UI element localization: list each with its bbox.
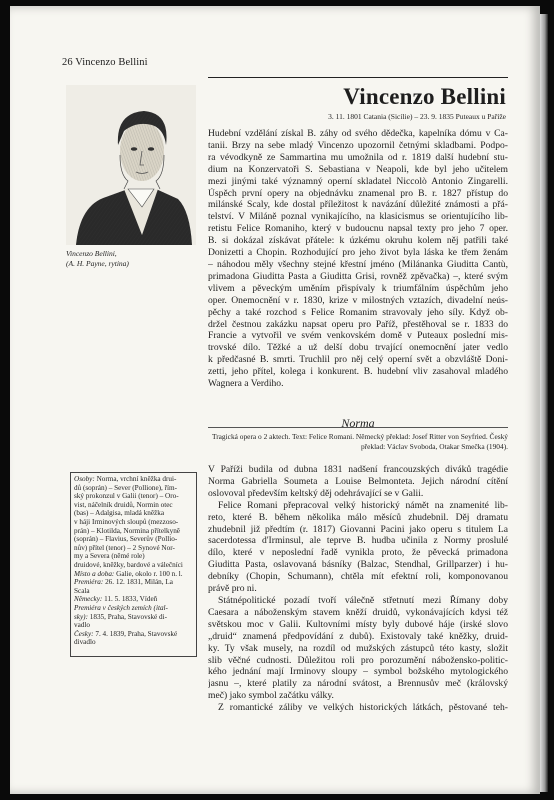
bio-line: primadona Giuditta Pasta a Giuditta Grisi, rovněž zpěvačka) –, které svým	[208, 270, 508, 282]
bio-line: trovské dílo. Těžké a už delší dobu trvající onemocnění jater vedlo	[208, 342, 508, 354]
text-line: reto, které B. během několika málo měsíců zhudebnil. Děj dramatu	[208, 511, 508, 523]
text-line: sacerdotessa d'Irminsul, ale teprve B. hudba učinila z Normy proslulé	[208, 535, 508, 547]
running-head: 26 Vincenzo Bellini	[62, 57, 148, 68]
cast-info-line	[74, 509, 193, 518]
cast-info-value: nův) přítel (tenor) – 2 Synové Nor-	[74, 543, 175, 552]
cast-info-label: Místo a doba:	[74, 569, 115, 578]
bio-line: tanii. Brzy na sebe mladý Vincenzo upozornil četnými skladbami. Podpo-	[208, 139, 508, 151]
text-line: Caesara a náboženským stavem kněží druidů, vykonávajících kdysi též	[208, 606, 508, 618]
cast-info-line	[74, 604, 193, 613]
cast-info-value: vist, náčelník druidů, Normin otec	[74, 500, 173, 509]
cast-info-line	[74, 501, 193, 510]
text-line: meč) jako symbol začátku války.	[208, 690, 334, 702]
cast-info-label: Osoby:	[74, 475, 95, 483]
cast-info-label: sky):	[74, 612, 88, 621]
cast-info-label: Premiéra:	[74, 578, 104, 587]
cast-info-value: (bas) – Adalgisa, mladá kněžka	[74, 509, 165, 518]
cast-info-line	[74, 552, 193, 561]
bio-line: držel čestnou zakázku napsat operu pro Paříž, přestěhoval se r. 1833 do	[208, 318, 508, 330]
cast-info-value: vadlo	[74, 621, 90, 630]
cast-info-value: prán) – Klotilda, Normina přítelkyně	[74, 526, 180, 535]
opera-credits	[208, 432, 508, 451]
cast-info-line	[74, 578, 193, 587]
bio-line: oper. Onemocnění v r. 1830, krize v milostných vztazích, divadelní neús-	[208, 294, 508, 306]
cast-info-line	[74, 630, 193, 639]
cast-info-value: Norma, vrchní kněžka drui-	[94, 475, 177, 483]
text-line: kého jednání mají Irminovy sloupy – symbol božského mytologického	[208, 666, 508, 678]
credits-line: Tragická opera o 2 aktech. Text: Felice Romani. Německý překlad: Josef Ritter von Seyfried. Český	[211, 432, 508, 441]
page-title: Vincenzo Bellini	[343, 84, 506, 109]
credits-line: překlad: Václav Svoboda, Otakar Smečka (1904).	[360, 441, 508, 451]
cast-info-line	[74, 544, 193, 553]
bio-line: Hudební vzdělání získal B. záhy od svého dědečka, kapelníka dómu v Ca-	[208, 128, 508, 139]
cast-info-value: dů (soprán) – Sever (Pollione), řím-	[74, 483, 177, 492]
bio-line: Wagnera a Verdiho.	[208, 378, 284, 390]
text-line: debníky (Chopin, Schumann), chtěla mít efektní roli, komponovanou	[208, 571, 508, 583]
cast-info-value: druidové, kněžky, bardové a válečníci	[74, 560, 183, 569]
section-title: Norma	[341, 416, 375, 430]
page-edge	[540, 14, 548, 792]
cast-info-line	[74, 570, 193, 579]
bio-line: k předčasné B. smrti. Truchlil pro něj celý operní svět a obzvláště Doni-	[208, 354, 508, 366]
bio-line: zetti, jeho přítel, kolega i konkurent. B. hudební vliv zasahoval mladého	[208, 366, 508, 378]
cast-info-line	[74, 527, 193, 536]
cast-info-line	[74, 587, 193, 596]
bio-line: Donizetti a Chopin. Rozhodující pro jeho život byla láska ke třem ženám	[208, 247, 508, 259]
cast-info-value: 11. 5. 1833, Vídeň	[102, 595, 158, 604]
cast-info-line	[74, 492, 193, 501]
cast-info-value: 1835, Praha, Stavovské di-	[87, 612, 168, 621]
header-rule	[208, 77, 508, 78]
bio-line: Francie a vytvořil ve svém venkovském domě v Puteaux poslední mis-	[208, 330, 508, 342]
cast-info-value: ský prokonzul v Galii (tenor) – Oro-	[74, 492, 179, 501]
cast-info-line	[74, 595, 193, 604]
life-dates: 3. 11. 1801 Catania (Sicílie) – 23. 9. 1835 Puteaux u Paříže	[328, 112, 506, 121]
text-line: „druid“ znamená předpovídání z dubů). Existovaly také kněžky, druid-	[208, 630, 508, 642]
bio-line: – náhodou měly všechny stejné křestní jméno (Milánanka Giuditta Cantù,	[208, 258, 508, 270]
text-line: Norma Gabriella Soumeta a Louise Belmonteta. Jejich národní cítění	[208, 475, 508, 487]
bio-line: telství. V Miláně poznal vynikajícího, na klasicismus se orientujícího lib-	[208, 211, 508, 223]
cast-info-value: (soprán) – Flavius, Severův (Pollio-	[74, 535, 178, 544]
cast-info-line	[74, 475, 193, 484]
section-rule	[208, 427, 508, 428]
caption-line: (A. H. Payne, rytina)	[66, 258, 129, 268]
cast-info-label: Německy:	[74, 595, 103, 604]
bio-line: dium na Konzervatoři S. Sebastiana v Neapoli, kde byl jeho učitelem	[208, 163, 508, 175]
text-line: dílo, které v neposlední řadě vynikla proto, že pěvecká primadona	[208, 547, 508, 559]
portrait-image	[66, 85, 196, 245]
cast-info-label: Česky:	[74, 629, 94, 638]
cast-info-line	[74, 613, 193, 622]
cast-info-line	[74, 518, 193, 527]
text-line: Státnépolitické pozadí tvoří válečně střetnutí mezi Římany doby	[218, 594, 508, 606]
caption-line: Vincenzo Bellini,	[66, 249, 117, 258]
bio-line: vlivem a pěveckým uměním přispívaly k triumfálním úspěchům jeho	[208, 282, 508, 294]
cast-info-value: Scala	[74, 586, 90, 595]
text-line: V Paříži budila od dubna 1831 nadšení francouzských diváků tragédie	[208, 464, 508, 475]
text-line: Giuditta Pasta, oslavovaná básníky (Balzac, Stendhal, Grillparzer) i hu-	[208, 559, 508, 571]
text-line: oslovoval především keltský děj odehrávající se v Galii.	[208, 487, 424, 499]
biography-text	[208, 128, 508, 390]
text-line: Z romantické záliby ve velkých historických látkách, pěstované teh-	[218, 702, 508, 714]
opera-text	[208, 464, 508, 714]
portrait-engraving	[66, 85, 196, 245]
cast-info-value: my a Severa (němé role)	[74, 552, 145, 561]
bio-line: B. si dokázal získávat přátele: k úzkému okruhu kolem něj patřili také	[208, 235, 508, 247]
cast-info-line	[74, 535, 193, 544]
text-line: ky. Ty však musely, na rozdíl od mužských zástupců této kasty, složit	[208, 642, 508, 654]
bio-line: Úspěch první opery na objednávku znamenal pro B. r. 1827 přístup do	[208, 187, 508, 199]
portrait-caption	[66, 249, 196, 268]
bio-line: milánské Scaly, kde dostal příležitost k navázání důležité známosti a přá-	[208, 199, 508, 211]
text-line: Felice Romani přepracoval velký historický námět na znamenité lib-	[218, 499, 508, 511]
cast-info-value: 26. 12. 1831, Milán, La	[103, 578, 173, 587]
cast-info-value: Galie, okolo r. 100 n. l.	[114, 569, 183, 578]
cast-info-line	[74, 638, 193, 647]
text-line: jasnu –, které platily za národní svátost, a Brennusův meč (královský	[208, 678, 508, 690]
cast-info-line	[74, 621, 193, 630]
cast-info-label: Premiéra v českých zemích (ital-	[74, 603, 168, 612]
cast-info-value: 7. 4. 1839, Praha, Stavovské	[93, 629, 178, 638]
cast-info-value: divadlo	[74, 638, 96, 647]
text-line: světskou moc v Galii. Kultovními místy byly dubové háje (irské slovo	[208, 618, 508, 630]
cast-info-line	[74, 484, 193, 493]
cast-info-box	[70, 472, 197, 657]
cast-info-line	[74, 561, 193, 570]
bio-line: pěchy a také rozchod s Felice Romanim stravovaly jeho síly. Když ob-	[208, 306, 508, 318]
text-line: zhudebnil již předtím (r. 1817) Giovanni Pacini jako operu s titulem La	[208, 523, 508, 535]
text-line: slib věčné cudnosti. Důležitou roli pro porozumění nábožensko-politic-	[208, 654, 508, 666]
cast-info-value: v háji Irminových sloupů (mezzoso-	[74, 517, 179, 526]
bio-line: retistu Felice Romaniho, který v budoucnu napsal texty pro jeho 7 oper.	[208, 223, 508, 235]
bio-line: ra vévodkyně ze Sammartina mu umožnila od r. 1819 další hudební stu-	[208, 151, 508, 163]
bio-line: mezi jinými také významný operní skladatel Niccolò Antonio Zingarelli.	[208, 175, 508, 187]
text-line: právě pro ni.	[208, 583, 257, 595]
